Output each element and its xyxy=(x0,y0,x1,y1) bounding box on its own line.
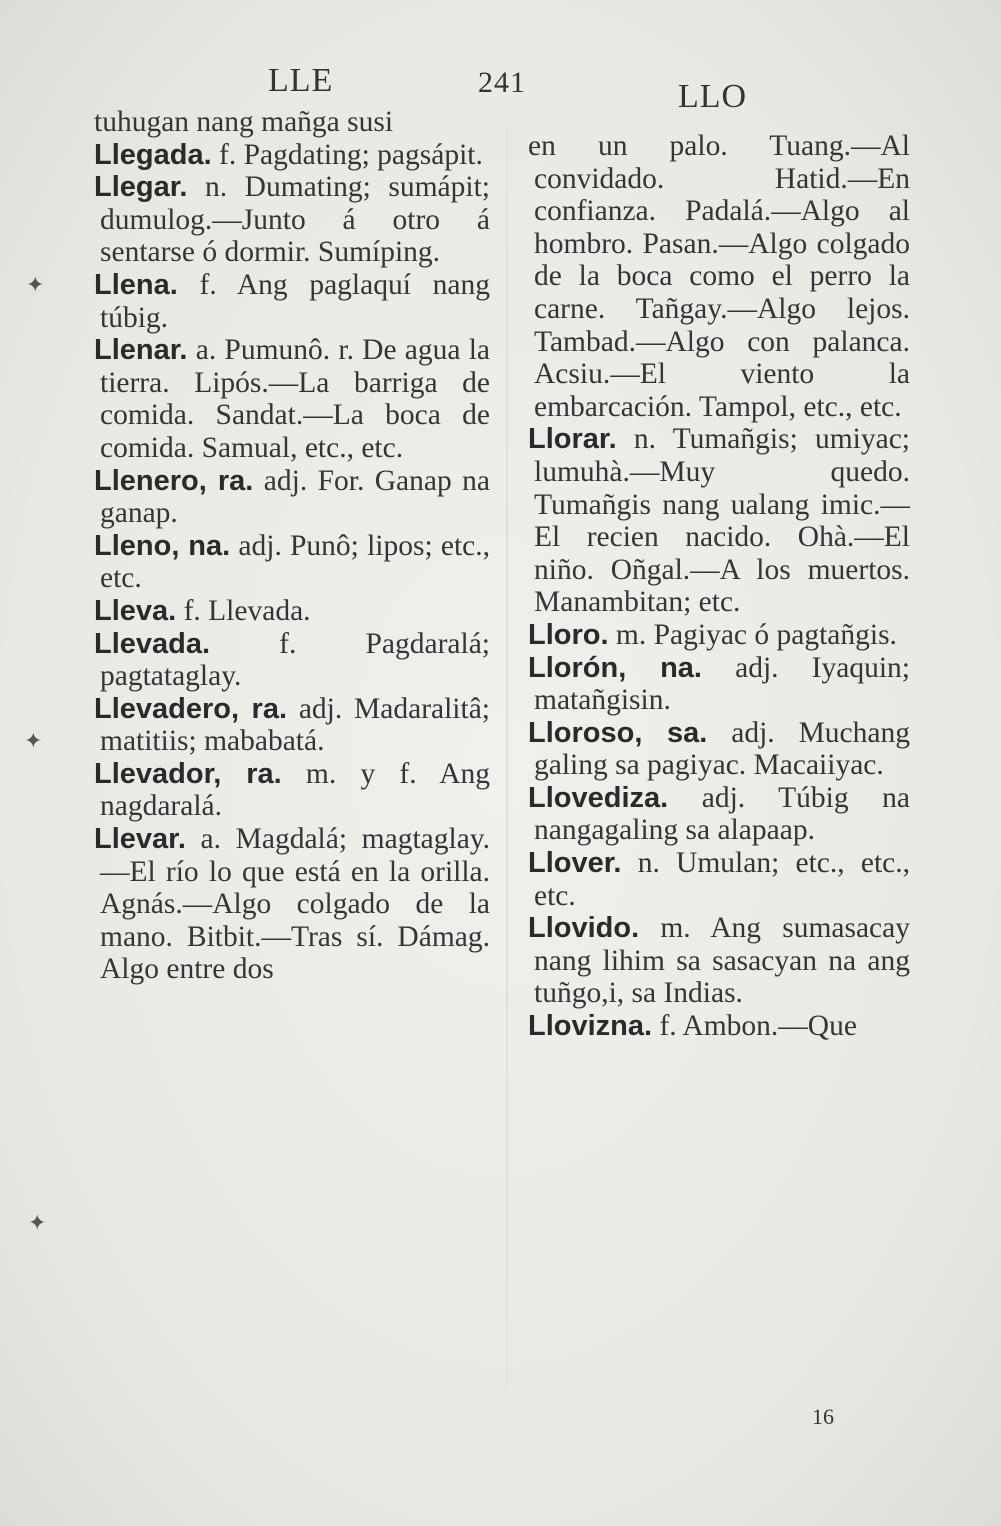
right-guide-word: LLO xyxy=(678,78,748,115)
headword: Llevada. xyxy=(94,627,211,660)
dictionary-entry: Llena. f. Ang paglaquí nang túbig. xyxy=(94,268,490,334)
headword: Llevador, ra. xyxy=(94,757,282,790)
dictionary-entry: Lleva. f. Llevada. xyxy=(94,594,311,627)
headword: Llevadero, ra. xyxy=(94,692,288,725)
dictionary-entry: Llovediza. adj. Túbig na nangagaling sa alapaap. xyxy=(528,781,910,847)
dictionary-entry: Llevador, ra. m. y f. Ang nagdaralá. xyxy=(94,757,490,823)
dictionary-entry: Llorar. n. Tumañgis; umiyac; lumuhà.—Muy quedo. Tumañgis nang ualang imic.—El recien nacido. Ohà.—El niño. Oñgal.—A los muertos. Manambitan; etc. xyxy=(528,423,910,619)
dictionary-entry: Llevar. a. Magdalá; magtaglay.—El río lo que está en la orilla. Agnás.—Algo colgado de la mano. Bitbit.—Tras sí. Dámag. Algo entre dos xyxy=(94,823,490,986)
dictionary-entry: Llenar. a. Pumunô. r. De agua la tierra. Lipós.—La barriga de comida. Sandat.—La boca de comida. Samual, etc., etc. xyxy=(94,334,490,464)
headword: Lleva. xyxy=(94,594,177,627)
dictionary-entry: Lloroso, sa. adj. Muchang galing sa pagiyac. Macaiiyac. xyxy=(528,716,910,782)
signature-mark: 16 xyxy=(812,1404,834,1429)
margin-mark-icon: ✦ xyxy=(24,728,43,753)
left-column xyxy=(84,106,490,986)
dictionary-entry: Llegar. n. Dumating; sumápit; dumulog.—Junto á otro á sentarse ó dormir. Sumíping. xyxy=(94,171,490,269)
column-divider xyxy=(506,128,508,1388)
right-column xyxy=(518,130,910,1043)
dictionary-entry: Llevada. f. Pagdaralá; pagtataglay. xyxy=(94,627,490,693)
headword: Llorar. xyxy=(528,423,617,456)
headword: Llorón, na. xyxy=(528,651,702,684)
dictionary-entry: tuhugan nang mañga susi xyxy=(94,106,394,138)
left-guide-word: LLE xyxy=(268,62,334,99)
dictionary-entry: Llovido. m. Ang sumasacay nang lihim sa sasacyan na ang tuñgo,i, sa Indias. xyxy=(528,912,910,1010)
dictionary-entry: Lleno, na. adj. Punô; lipos; etc., etc. xyxy=(94,529,491,595)
dictionary-entry: Llorón, na. adj. Iyaquin; matañgisin. xyxy=(528,651,910,717)
headword: Llevar. xyxy=(94,823,186,856)
margin-mark-icon: ✦ xyxy=(26,272,45,297)
dictionary-entry: Llovizna. f. Ambon.—Que xyxy=(528,1010,857,1043)
headword: Lloro. xyxy=(528,618,609,651)
headword: Llovizna. xyxy=(528,1010,653,1043)
headword: Llenar. xyxy=(94,334,188,367)
headword: Lleno, na. xyxy=(94,529,231,562)
page-number: 241 xyxy=(478,66,526,99)
headword: Llenero, ra. xyxy=(94,464,254,497)
dictionary-entry: Llover. n. Umulan; etc., etc., etc. xyxy=(528,847,910,912)
headword: Llovido. xyxy=(528,912,640,945)
dictionary-entry: Llevadero, ra. adj. Madaralitâ; matitiis; mababatá. xyxy=(94,692,490,758)
dictionary-entry: Llegada. f. Pagdating; pagsápit. xyxy=(94,138,483,171)
dictionary-entry: Llenero, ra. adj. For. Ganap na ganap. xyxy=(94,464,491,530)
headword: Lloroso, sa. xyxy=(528,716,708,749)
headword: Llegada. xyxy=(94,138,212,171)
headword: Llegar. xyxy=(94,171,188,204)
dictionary-entry: en un palo. Tuang.—Al convidado. Hatid.—En confianza. Padalá.—Algo al hombro. Pasan.—Algo colgado de la boca como el perro la carne. Tañgay.—Algo lejos. Tambad.—Algo con palanca. Acsiu.—El viento la embarcación. Tampol, etc., etc. xyxy=(528,130,910,423)
headword: Llovediza. xyxy=(528,781,669,814)
headword: Llena. xyxy=(94,268,178,301)
dictionary-entry: Lloro. m. Pagiyac ó pagtañgis. xyxy=(528,618,897,651)
margin-mark-icon: ✦ xyxy=(28,1210,47,1235)
headword: Llover. xyxy=(528,847,622,880)
